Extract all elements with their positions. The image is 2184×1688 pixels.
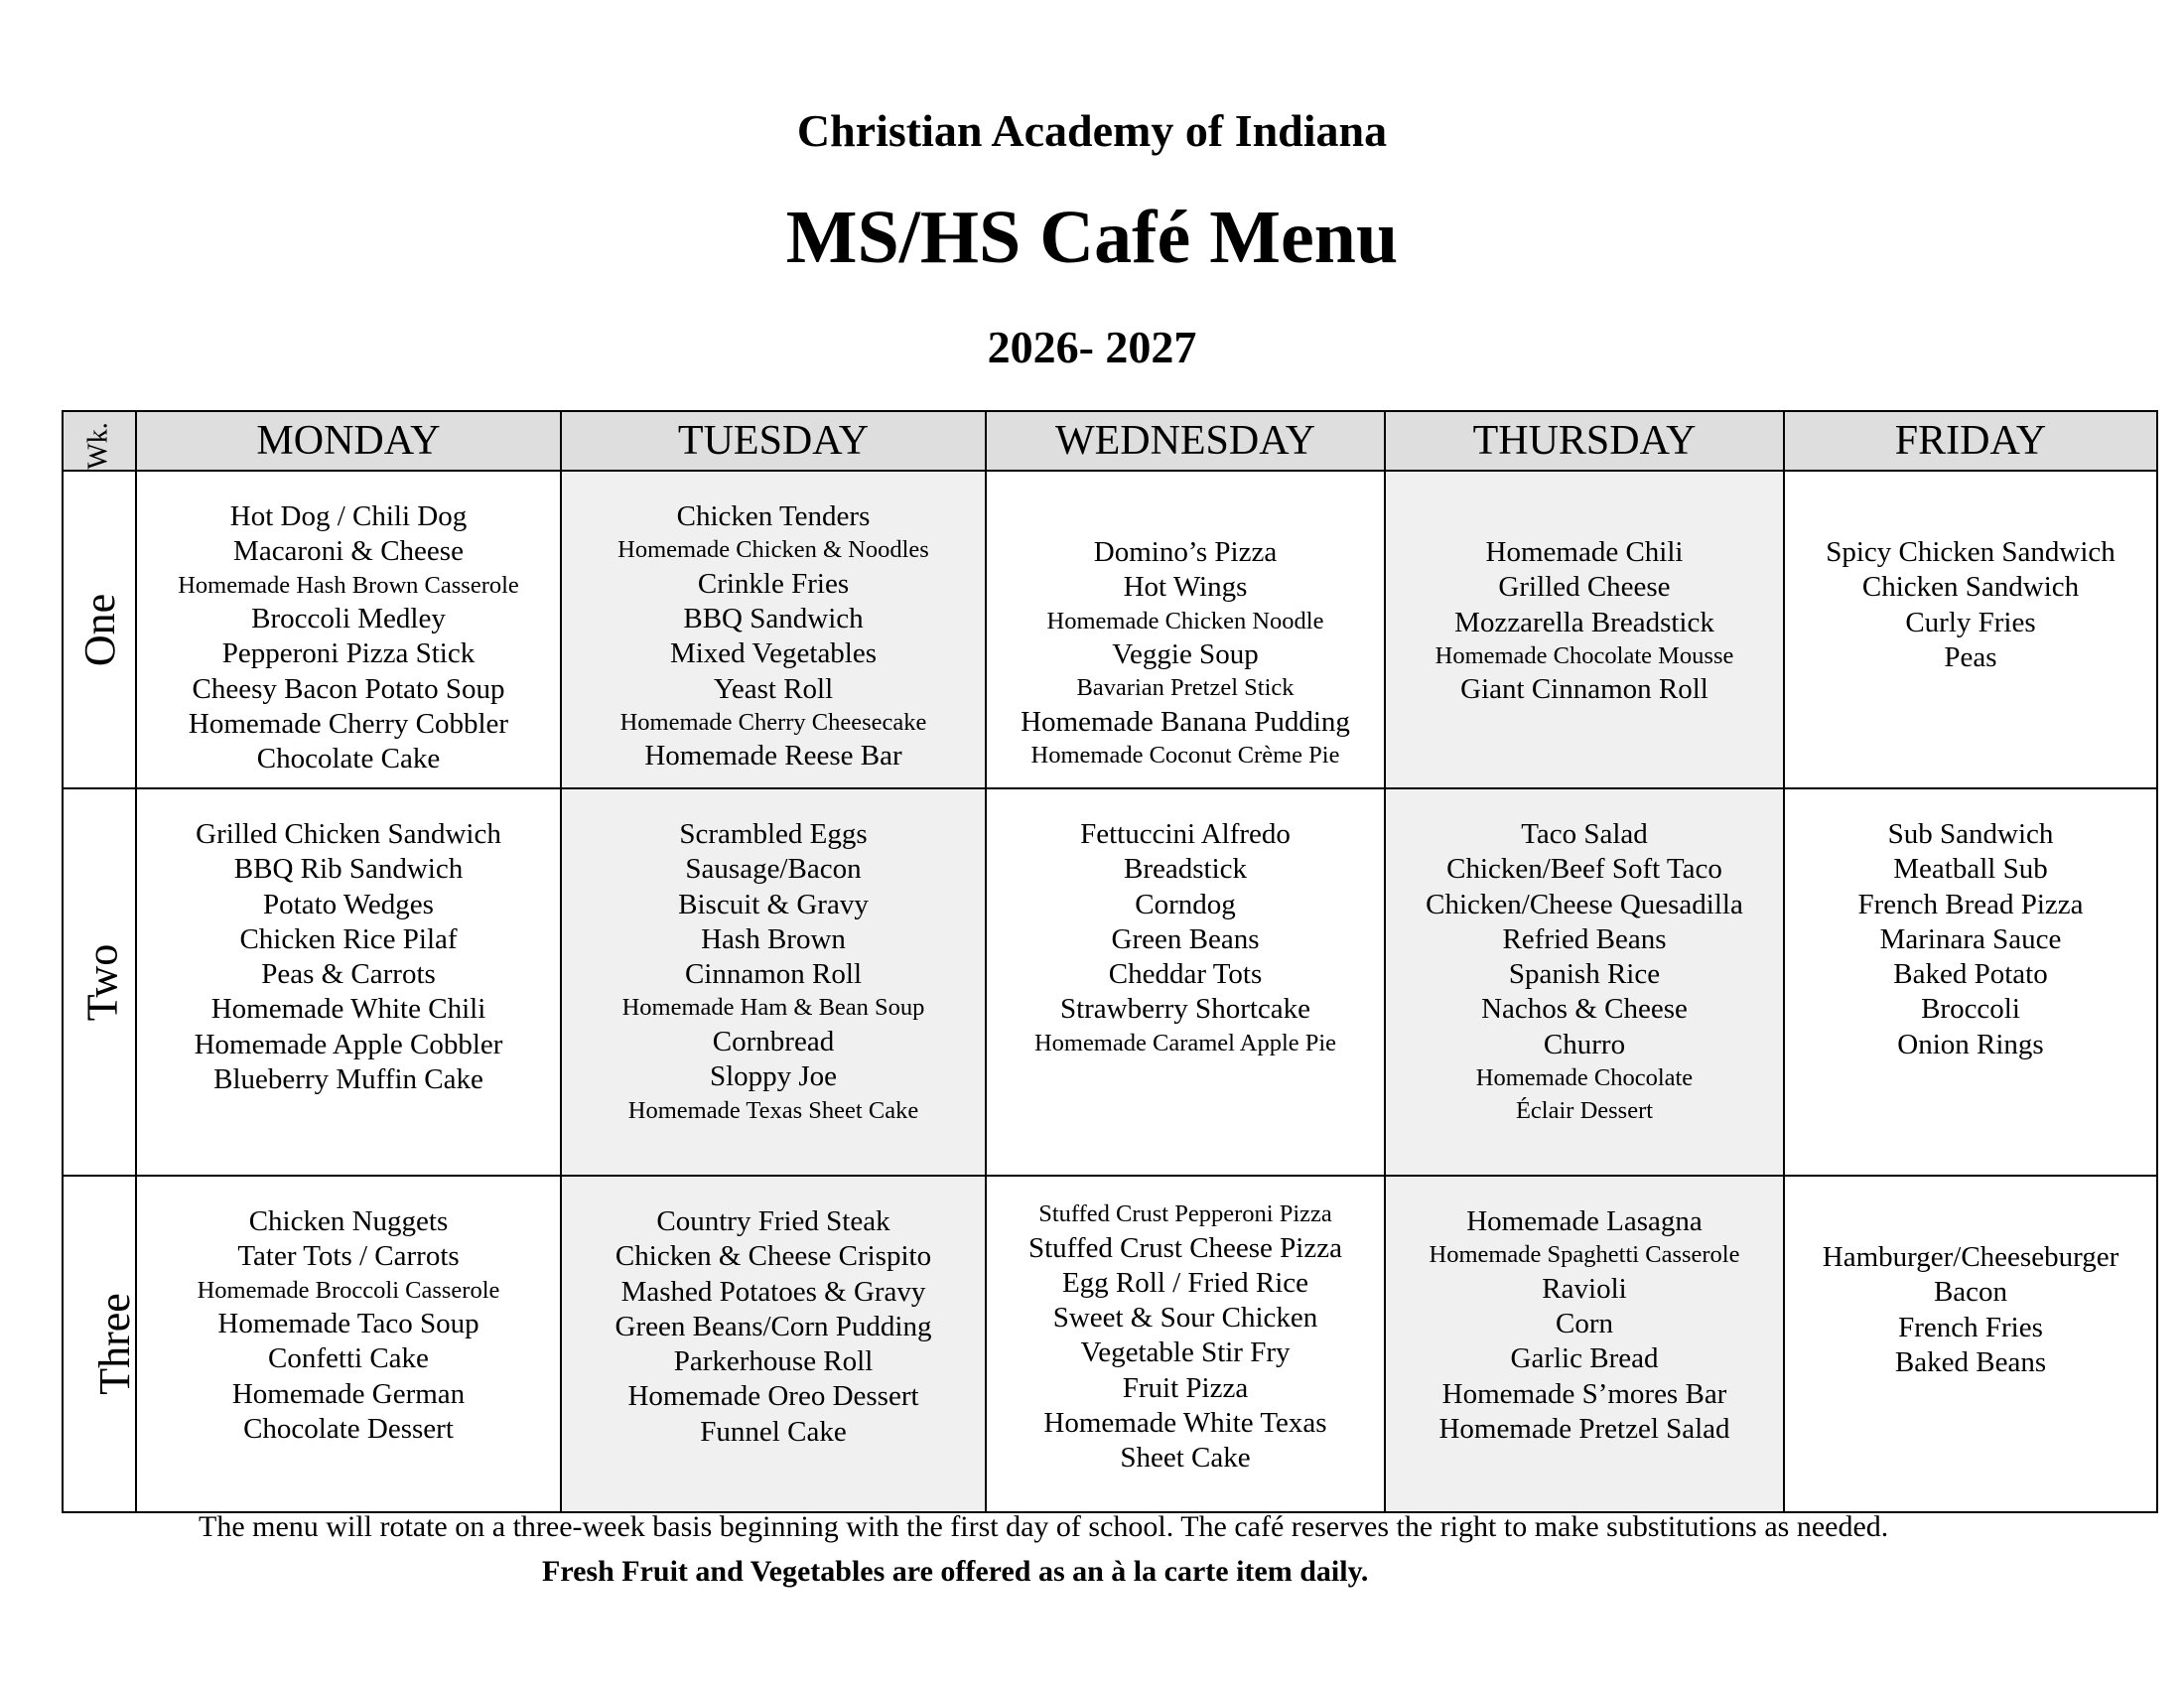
week-column-header: [63, 411, 136, 471]
menu-item: Spicy Chicken Sandwich: [1826, 536, 2116, 568]
menu-item: Homemade S’mores Bar: [1441, 1377, 1727, 1410]
menu-body: [63, 471, 2157, 1512]
menu-item: Broccoli Medley: [251, 603, 446, 635]
menu-item: Country Fried Steak: [656, 1205, 890, 1237]
menu-item: Sweet & Sour Chicken: [1052, 1302, 1318, 1335]
menu-item: Homemade Oreo Dessert: [627, 1380, 919, 1413]
menu-item: Nachos & Cheese: [1481, 993, 1688, 1026]
menu-item: Bavarian Pretzel Stick: [1076, 674, 1295, 702]
menu-cell-friday: [1784, 1176, 2157, 1512]
menu-item: Macaroni & Cheese: [233, 535, 464, 568]
menu-item: Mashed Potatoes & Gravy: [620, 1275, 926, 1308]
menu-item: Churro: [1543, 1028, 1626, 1060]
menu-item: Stuffed Crust Pepperoni Pizza: [1038, 1200, 1332, 1227]
page-title: MS/HS Café Menu: [785, 196, 1399, 279]
menu-item: Homemade Chocolate Mousse: [1434, 641, 1734, 669]
menu-item: Spanish Rice: [1508, 958, 1661, 991]
menu-item: Fruit Pizza: [1122, 1371, 1249, 1404]
menu-item: Refried Beans: [1502, 922, 1667, 955]
menu-item: Scrambled Eggs: [679, 818, 868, 850]
menu-item: Sheet Cake: [1120, 1442, 1251, 1475]
menu-item: Homemade Chili: [1485, 536, 1684, 568]
menu-cell-wednesday: [986, 788, 1385, 1176]
menu-item: Chocolate Cake: [256, 743, 441, 775]
menu-item: Egg Roll / Fried Rice: [1061, 1266, 1309, 1299]
menu-cell-tuesday: [561, 788, 986, 1176]
menu-item: Fettuccini Alfredo: [1080, 818, 1291, 850]
menu-item: Homemade Cherry Cobbler: [188, 707, 509, 740]
menu-item: Cornbread: [712, 1025, 835, 1057]
menu-item: Blueberry Muffin Cake: [213, 1063, 483, 1096]
menu-item: Homemade Chocolate: [1475, 1064, 1694, 1092]
menu-item: Meatball Sub: [1893, 853, 2048, 886]
menu-item: Giant Cinnamon Roll: [1460, 673, 1708, 706]
menu-item: Homemade White Chili: [210, 993, 486, 1026]
menu-item: Homemade Pretzel Salad: [1438, 1412, 1730, 1445]
menu-item: Parkerhouse Roll: [673, 1345, 874, 1378]
menu-item: Homemade Spaghetti Casserole: [1429, 1241, 1740, 1269]
week-label-cell: [63, 1176, 139, 1512]
menu-cell-monday: [136, 1176, 561, 1512]
menu-item: Chicken/Beef Soft Taco: [1446, 853, 1722, 886]
menu-item: Mixed Vegetables: [669, 637, 878, 670]
menu-item: Hamburger/Cheeseburger: [1822, 1241, 2119, 1273]
menu-item: Biscuit & Gravy: [678, 888, 869, 920]
menu-item: Funnel Cake: [700, 1415, 847, 1448]
menu-item: Chicken Rice Pilaf: [239, 922, 458, 955]
menu-item: Grilled Chicken Sandwich: [196, 818, 501, 850]
menu-cell-monday: [136, 788, 561, 1176]
menu-item: Chicken Tenders: [676, 500, 871, 532]
menu-item: Vegetable Stir Fry: [1080, 1336, 1291, 1369]
week-label-cell: [63, 471, 136, 788]
menu-item: Crinkle Fries: [697, 567, 850, 600]
day-header-monday: MONDAY: [136, 411, 561, 471]
menu-item: Hot Dog / Chili Dog: [229, 500, 468, 532]
menu-item: Breadstick: [1123, 853, 1247, 886]
menu-item: Homemade Apple Cobbler: [194, 1028, 503, 1060]
menu-item: Bacon: [1933, 1276, 2008, 1309]
menu-item: Homemade Broccoli Casserole: [197, 1276, 500, 1304]
menu-item: Sloppy Joe: [709, 1060, 838, 1093]
menu-table: [62, 410, 2158, 1513]
menu-item: Éclair Dessert: [1515, 1096, 1654, 1124]
menu-item: Garlic Bread: [1510, 1342, 1659, 1375]
menu-item: Potato Wedges: [263, 888, 434, 920]
menu-item: Curly Fries: [1905, 606, 2036, 638]
menu-cell-thursday: [1385, 471, 1784, 788]
menu-cell-thursday: [1385, 788, 1784, 1176]
menu-item: Corndog: [1135, 888, 1236, 920]
menu-item: Homemade Texas Sheet Cake: [627, 1096, 919, 1124]
week-row-three: [63, 1176, 2157, 1512]
menu-item: Chocolate Dessert: [243, 1412, 454, 1445]
menu-item: Strawberry Shortcake: [1059, 993, 1311, 1026]
menu-item: Homemade Reese Bar: [644, 740, 902, 773]
menu-item: Hot Wings: [1123, 571, 1248, 604]
menu-item: Chicken Sandwich: [1861, 571, 2080, 604]
menu-item: Peas: [1944, 640, 1997, 673]
fresh-produce-note: Fresh Fruit and Vegetables are offered as an à la carte item daily.: [542, 1555, 1369, 1588]
menu-item: Baked Potato: [1893, 958, 2048, 991]
menu-item: Confetti Cake: [268, 1342, 429, 1375]
week-row-one: [63, 471, 2157, 788]
menu-item: Marinara Sauce: [1879, 922, 2062, 955]
week-name: Three: [89, 1293, 139, 1395]
menu-item: Grilled Cheese: [1498, 571, 1671, 604]
menu-item: Homemade Lasagna: [1466, 1205, 1703, 1237]
menu-item: Broccoli: [1921, 993, 2020, 1026]
menu-item: Mozzarella Breadstick: [1454, 606, 1714, 638]
menu-item: Stuffed Crust Cheese Pizza: [1028, 1231, 1342, 1264]
menu-item: BBQ Rib Sandwich: [233, 853, 464, 886]
menu-item: Homemade Cherry Cheesecake: [619, 708, 927, 736]
day-header-friday: FRIDAY: [1784, 411, 2157, 471]
menu-item: Green Beans/Corn Pudding: [614, 1310, 932, 1342]
menu-item: Cheddar Tots: [1108, 958, 1263, 991]
menu-cell-monday: [136, 471, 561, 788]
week-row-two: [63, 788, 2157, 1176]
menu-item: BBQ Sandwich: [683, 603, 864, 635]
menu-cell-friday: [1784, 471, 2157, 788]
menu-item: Sausage/Bacon: [685, 853, 862, 886]
menu-item: Corn: [1556, 1308, 1613, 1340]
menu-item: Homemade Coconut Crème Pie: [1030, 742, 1340, 770]
day-header-wednesday: WEDNESDAY: [986, 411, 1385, 471]
menu-item: Tater Tots / Carrots: [237, 1240, 460, 1273]
rotation-note: The menu will rotate on a three-week basis beginning with the first day of school. The café reserves the right to make substitutions as needed.: [199, 1510, 1889, 1543]
menu-item: Hash Brown: [701, 922, 846, 955]
menu-item: Cheesy Bacon Potato Soup: [192, 672, 505, 705]
menu-cell-tuesday: [561, 1176, 986, 1512]
menu-cell-tuesday: [561, 471, 986, 788]
menu-item: Chicken/Cheese Quesadilla: [1426, 888, 1743, 920]
menu-item: Chicken Nuggets: [248, 1205, 449, 1237]
menu-cell-wednesday: [986, 471, 1385, 788]
menu-item: Sub Sandwich: [1887, 818, 2054, 850]
day-header-thursday: THURSDAY: [1385, 411, 1784, 471]
day-header-row: [63, 411, 2157, 471]
menu-item: French Bread Pizza: [1857, 888, 2084, 920]
menu-item: Yeast Roll: [713, 672, 834, 705]
menu-item: Homemade Chicken Noodle: [1046, 607, 1324, 634]
menu-item: French Fries: [1898, 1311, 2043, 1343]
week-label-cell: [63, 788, 136, 1176]
menu-item: Homemade Banana Pudding: [1021, 705, 1350, 738]
menu-item: Homemade Caramel Apple Pie: [1033, 1029, 1337, 1056]
week-label: Wk.: [83, 422, 114, 470]
school-year: 2026- 2027: [987, 322, 1197, 372]
menu-item: Homemade Ham & Bean Soup: [621, 994, 925, 1022]
menu-item: Domino’s Pizza: [1093, 536, 1278, 568]
week-name: Two: [77, 943, 127, 1021]
menu-cell-thursday: [1385, 1176, 1784, 1512]
menu-item: Taco Salad: [1521, 818, 1648, 850]
menu-item: Peas & Carrots: [261, 958, 436, 991]
menu-item: Pepperoni Pizza Stick: [221, 637, 476, 670]
week-name: One: [75, 593, 125, 666]
menu-item: Homemade White Texas: [1043, 1406, 1327, 1439]
menu-item: Homemade Taco Soup: [217, 1308, 479, 1340]
menu-cell-wednesday: [986, 1176, 1385, 1512]
menu-item: Cinnamon Roll: [684, 958, 863, 991]
menu-item: Ravioli: [1542, 1272, 1627, 1305]
school-name: Christian Academy of Indiana: [796, 105, 1388, 156]
menu-item: Homemade Hash Brown Casserole: [178, 571, 519, 599]
day-header-tuesday: TUESDAY: [561, 411, 986, 471]
menu-cell-friday: [1784, 788, 2157, 1176]
menu-item: Chicken & Cheese Crispito: [614, 1240, 932, 1273]
menu-item: Homemade German: [231, 1377, 466, 1410]
menu-item: Homemade Chicken & Noodles: [617, 536, 929, 564]
menu-item: Onion Rings: [1897, 1028, 2044, 1060]
menu-item: Green Beans: [1111, 922, 1260, 955]
menu-item: Baked Beans: [1894, 1345, 2047, 1378]
menu-item: Veggie Soup: [1112, 638, 1259, 671]
